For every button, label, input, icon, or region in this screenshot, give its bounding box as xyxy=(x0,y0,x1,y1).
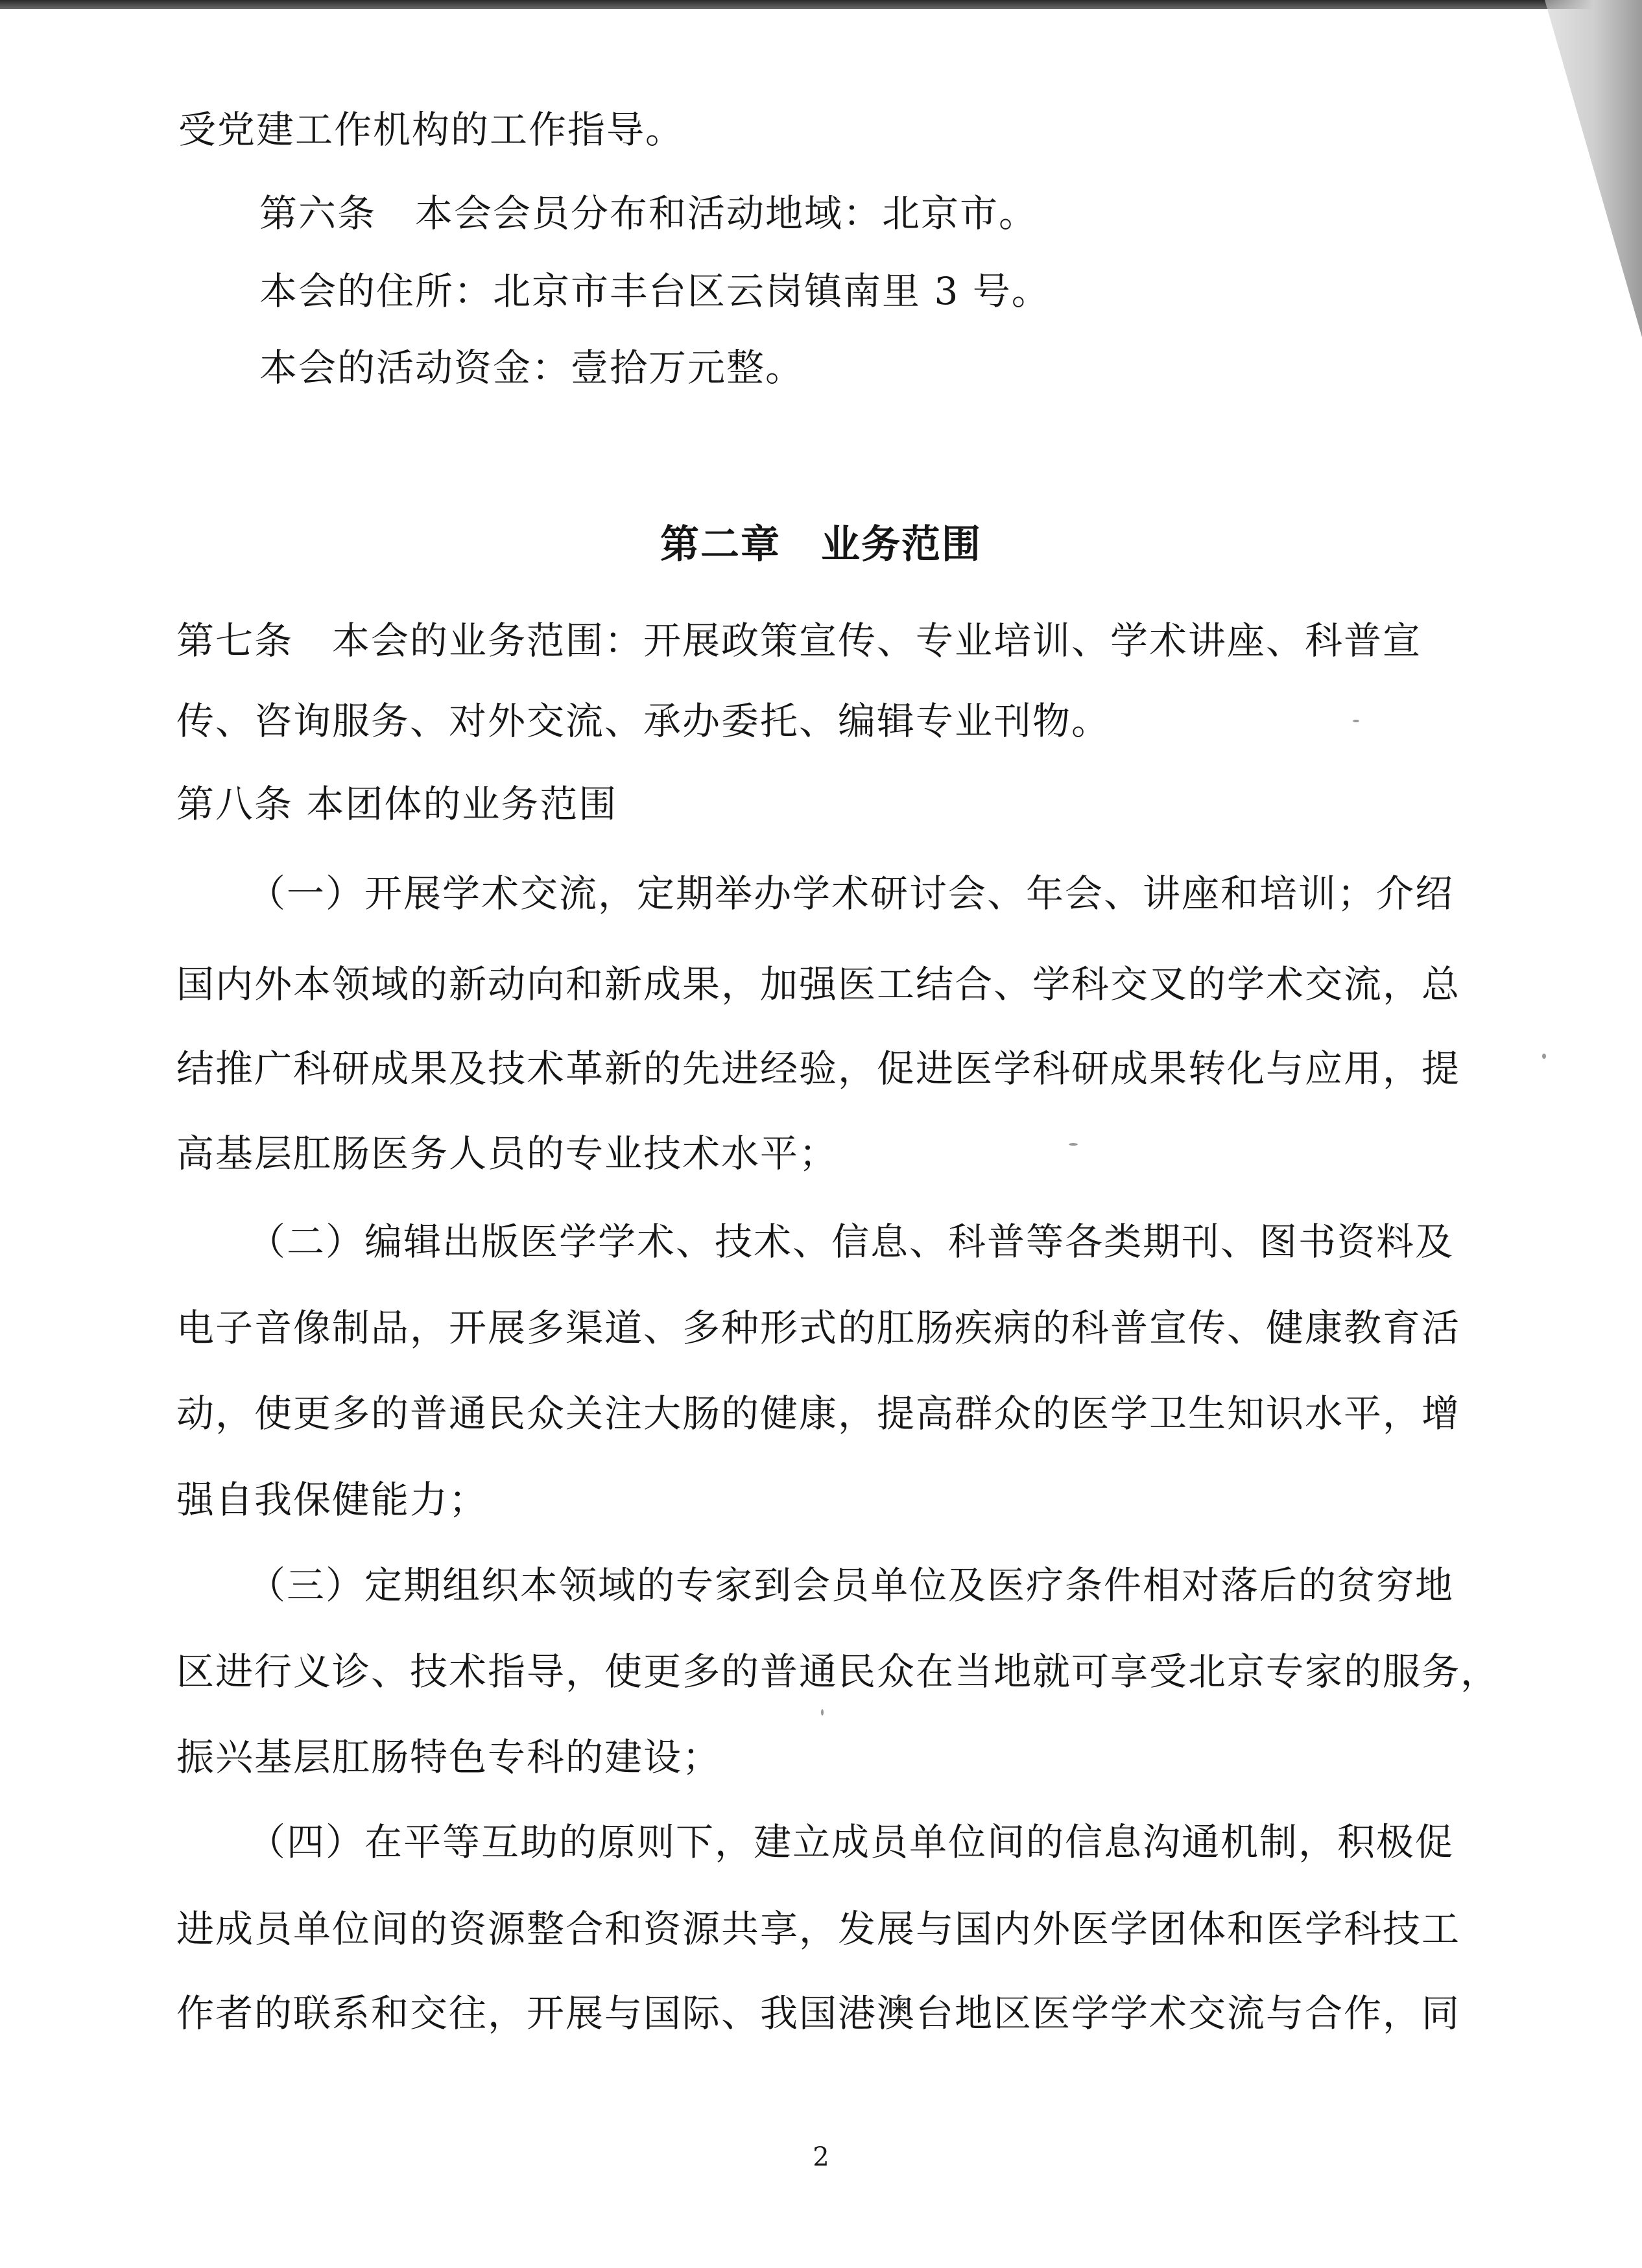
article-7-line-2: 传、咨询服务、对外交流、承办委托、编辑专业刊物。 xyxy=(176,699,1111,743)
item-4-line-1: （四）在平等互助的原则下，建立成员单位间的信息沟通机制，积极促 xyxy=(248,1820,1455,1864)
scan-speck xyxy=(821,1709,824,1716)
item-2-line-4: 强自我保健能力； xyxy=(176,1478,488,1522)
page-number: 2 xyxy=(813,2142,829,2172)
item-1-line-3: 结推广科研成果及技术革新的先进经验，促进医学科研成果转化与应用，提 xyxy=(176,1046,1461,1091)
item-2-line-2: 电子音像制品，开展多渠道、多种形式的肛肠疾病的科普宣传、健康教育活 xyxy=(176,1306,1461,1350)
item-1-line-2: 国内外本领域的新动向和新成果，加强医工结合、学科交叉的学术交流，总 xyxy=(176,962,1461,1006)
item-4-line-2: 进成员单位间的资源整合和资源共享，发展与国内外医学团体和医学科技工 xyxy=(176,1907,1461,1951)
item-3-line-2: 区进行义诊、技术指导，使更多的普通民众在当地就可享受北京专家的服务， xyxy=(176,1649,1500,1694)
scan-speck xyxy=(1353,720,1359,722)
item-3-line-1: （三）定期组织本领域的专家到会员单位及医疗条件相对落后的贫穷地 xyxy=(248,1563,1455,1607)
scan-speck xyxy=(1542,1054,1546,1059)
item-2-line-3: 动，使更多的普通民众关注大肠的健康，提高群众的医学卫生知识水平，增 xyxy=(176,1391,1461,1435)
chapter-title: 第二章 业务范围 xyxy=(660,522,982,567)
item-1-line-4: 高基层肛肠医务人员的专业技术水平； xyxy=(176,1131,839,1175)
item-1-line-1: （一）开展学术交流，定期举办学术研讨会、年会、讲座和培训；介绍 xyxy=(248,871,1455,915)
funds-line: 本会的活动资金：壹拾万元整。 xyxy=(259,346,805,390)
item-3-line-3: 振兴基层肛肠特色专科的建设； xyxy=(176,1735,722,1779)
article-8-title: 第八条 本团体的业务范围 xyxy=(176,782,618,826)
item-4-line-3: 作者的联系和交往，开展与国际、我国港澳台地区医学学术交流与合作，同 xyxy=(176,1991,1461,2035)
article-6: 第六条 本会会员分布和活动地域：北京市。 xyxy=(259,191,1038,235)
article-7-line-1: 第七条 本会的业务范围：开展政策宣传、专业培训、学术讲座、科普宣 xyxy=(176,619,1422,663)
address-line: 本会的住所：北京市丰台区云岗镇南里 3 号。 xyxy=(259,269,1051,313)
text-line: 受党建工作机构的工作指导。 xyxy=(178,108,685,152)
item-2-line-1: （二）编辑出版医学学术、技术、信息、科普等各类期刊、图书资料及 xyxy=(248,1220,1455,1264)
scan-speck xyxy=(1069,1143,1078,1146)
